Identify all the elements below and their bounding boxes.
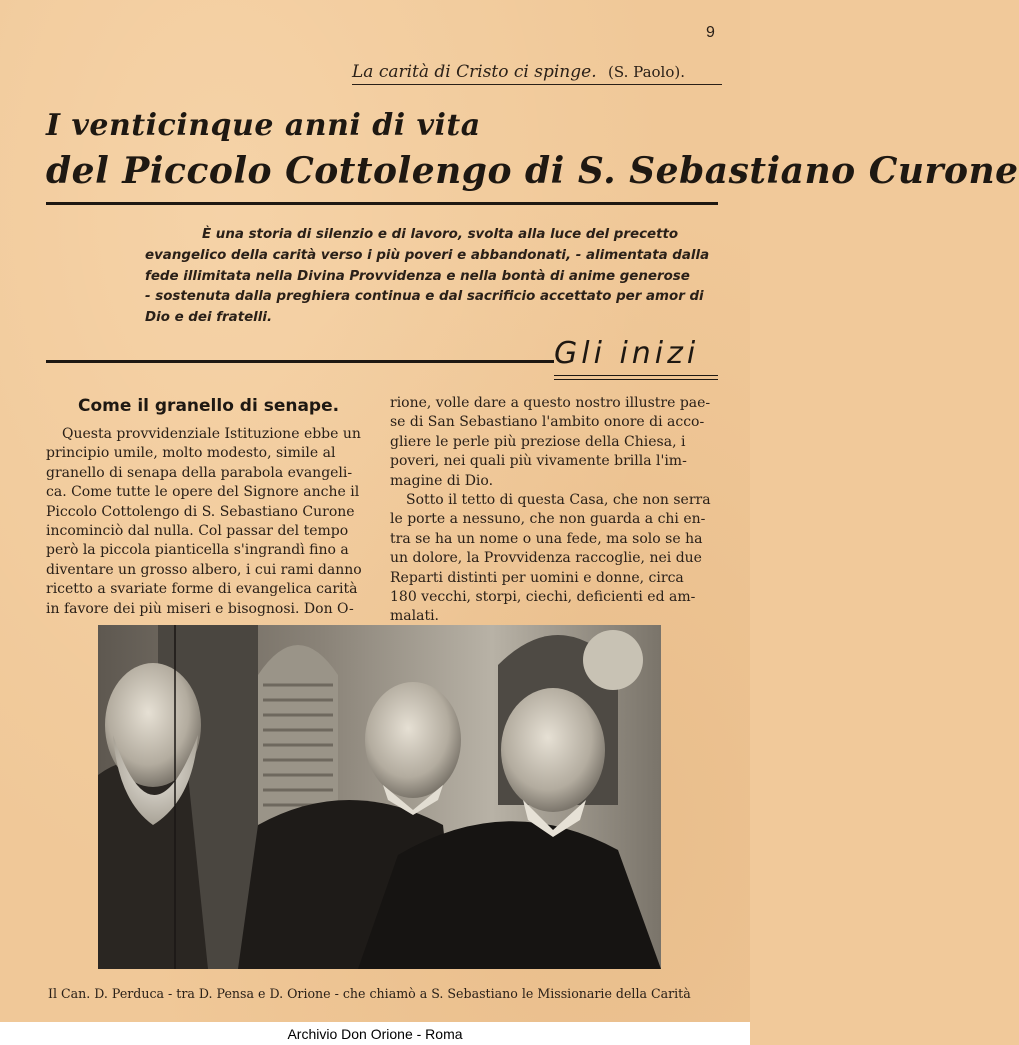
text-column-left <box>46 425 371 619</box>
photo-caption: Il Can. D. Perduca - tra D. Pensa e D. Orione - che chiamò a S. Sebastiano le Missionarie della Carità <box>48 986 691 1001</box>
text-line: però la piccola pianticella s'ingrandì fino a <box>46 542 349 559</box>
lead-line: - sostenuta dalla preghiera continua e dal sacrificio accettato per amor di <box>145 289 704 305</box>
text-line: incominciò dal nulla. Col passar del tempo <box>46 523 349 540</box>
text-line: ricetto a svariate forme di evangelica carità <box>46 581 358 598</box>
lead-line: evangelico della carità verso i più poveri e abbandonati, - alimentata dalla <box>145 247 710 263</box>
text-line: Questa provvidenziale Istituzione ebbe un <box>62 426 361 442</box>
text-column-right <box>390 394 720 627</box>
text-line: tra se ha un nome o una fede, ma solo se ha <box>390 530 703 547</box>
epigraph-source: (S. Paolo). <box>608 63 685 81</box>
subheading: Come il granello di senape. <box>78 396 340 416</box>
section-heading: Gli inizi <box>554 336 700 371</box>
epigraph-text: La carità di Cristo ci spinge. <box>352 62 597 82</box>
section-heading-underline <box>554 375 718 380</box>
page-number: 9 <box>706 24 715 41</box>
lead-paragraph <box>145 225 720 329</box>
title-divider <box>46 202 718 205</box>
text-line: diventare un grosso albero, i cui rami danno <box>46 561 362 578</box>
text-line: Reparti distinti per uomini e donne, circa <box>390 569 684 586</box>
section-divider <box>46 360 554 363</box>
article-title-line-2: del Piccolo Cottolengo di S. Sebastiano Curone <box>46 150 1019 192</box>
text-line: Piccolo Cottolengo di S. Sebastiano Curone <box>46 503 355 520</box>
text-line: principio umile, molto modesto, simile al <box>46 445 336 462</box>
text-line: se di San Sebastiano l'ambito onore di acco- <box>390 414 705 431</box>
lead-line: Dio e dei fratelli. <box>145 310 273 326</box>
text-line: in favore dei più miseri e bisognosi. Don O- <box>46 600 354 617</box>
text-line: malati. <box>390 608 439 625</box>
text-line: ca. Come tutte le opere del Signore anche il <box>46 484 360 501</box>
text-line: gliere le perle più preziose della Chiesa, i <box>390 433 686 450</box>
text-line: Sotto il tetto di questa Casa, che non serra <box>406 492 711 509</box>
lead-line: È una storia di silenzio e di lavoro, svolta alla luce del precetto <box>202 227 679 242</box>
text-line: 180 vecchi, storpi, ciechi, deficienti ed am- <box>390 589 696 606</box>
text-line: magine di Dio. <box>390 472 494 489</box>
epigraph <box>352 62 722 85</box>
text-line: un dolore, la Provvidenza raccoglie, nei due <box>390 550 702 567</box>
text-line: le porte a nessuno, che non guarda a chi en- <box>390 511 706 528</box>
lead-line: fede illimitata nella Divina Provvidenza e nella bontà di anime generose <box>145 268 690 284</box>
text-line: poveri, nei quali più vivamente brilla l'im- <box>390 453 687 470</box>
text-line: granello di senapa della parabola evangeli- <box>46 464 353 481</box>
archive-footer: Archivio Don Orione - Roma <box>287 1026 463 1042</box>
article-title-line-1: I venticinque anni di vita <box>46 108 481 143</box>
text-line: rione, volle dare a questo nostro illustre pae- <box>390 395 711 411</box>
group-photo <box>98 625 661 969</box>
